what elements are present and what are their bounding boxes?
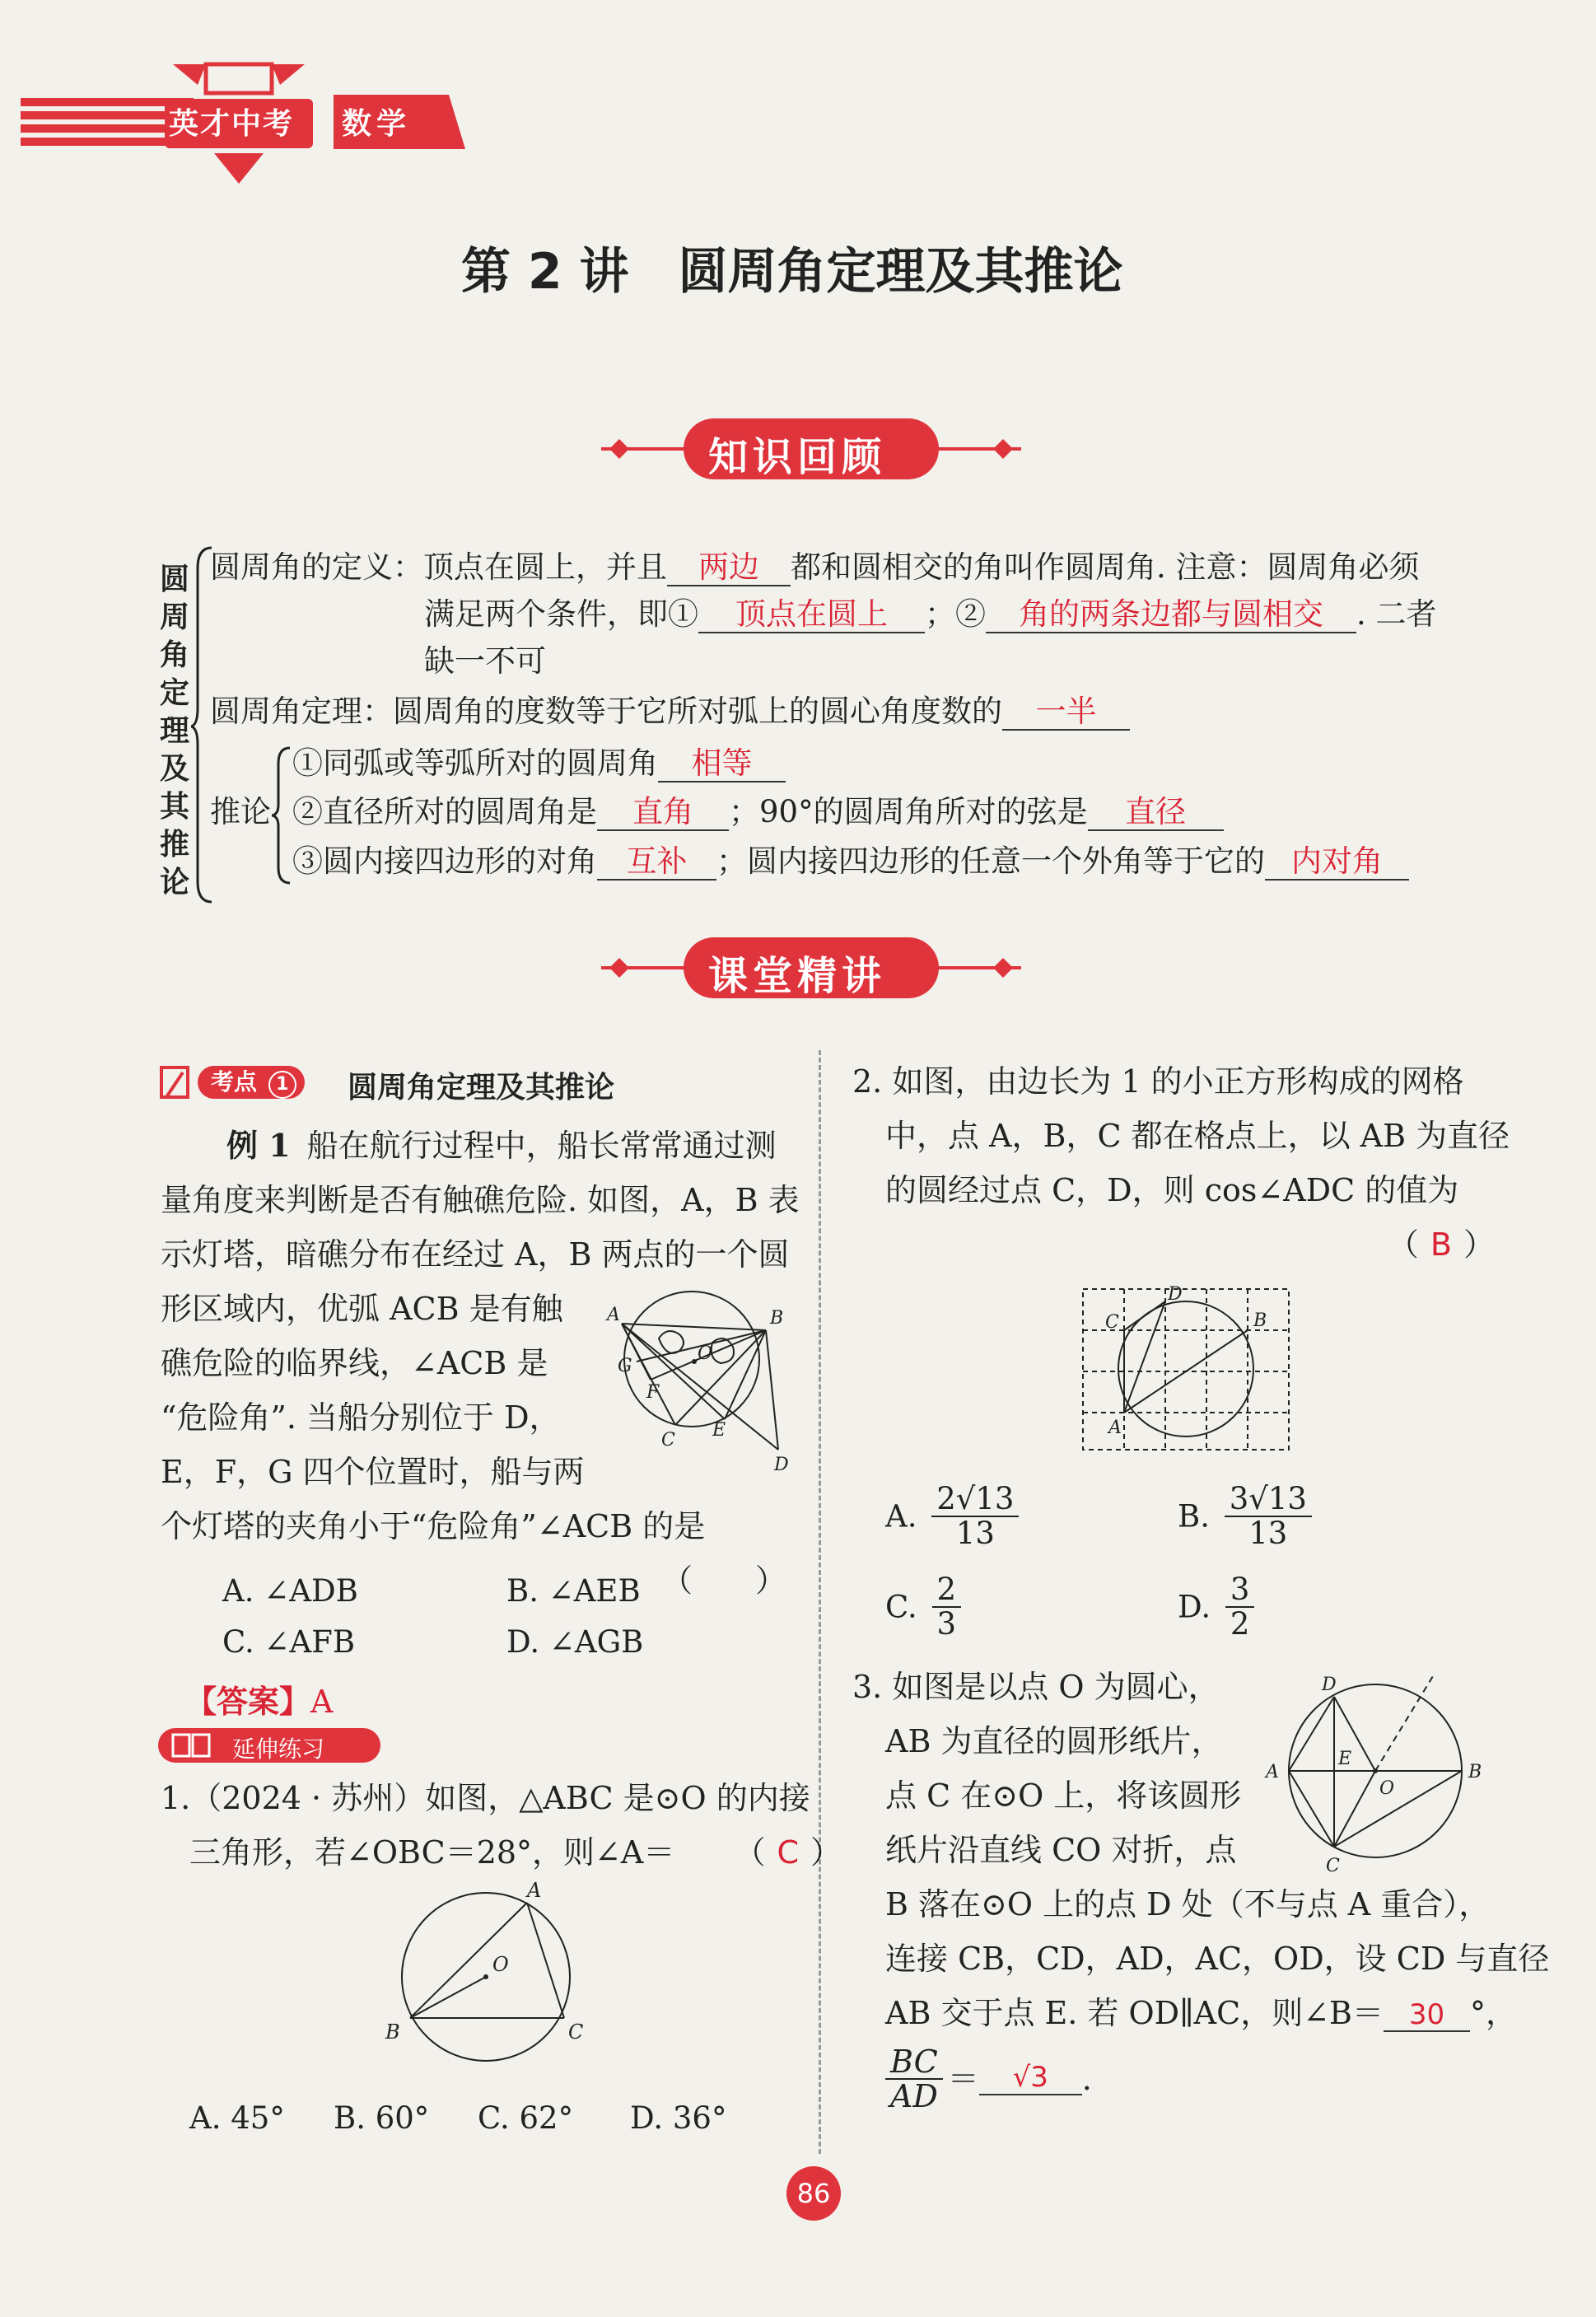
theorem-line [210, 692, 1130, 731]
option-letter: D. [1178, 1589, 1211, 1625]
option-letter: C. [885, 1589, 917, 1625]
example-paren: （ ） [660, 1563, 786, 1599]
section-title-lecture: 课堂精讲 [708, 953, 887, 999]
kaodian-icon [158, 1064, 191, 1100]
q2-line: 的圆经过点 C，D，则 cos∠ADC 的值为 [885, 1172, 1459, 1208]
blank-supplementary: 互补 [597, 845, 716, 881]
section-banner-review [593, 412, 1029, 486]
cond-suffix: . 二者 [1356, 596, 1437, 632]
q1-options [189, 2100, 782, 2142]
def-prefix: 圆周角的定义：顶点在圆上，并且 [210, 549, 667, 585]
option-a[interactable] [885, 1483, 1024, 1550]
def-mid: 都和圆相交的角叫作圆周角. 注意：圆周角必须 [791, 549, 1420, 585]
fig-label: A [527, 1882, 542, 1902]
example-label: 例 1 [226, 1127, 291, 1164]
frac-numerator: 2√13 [931, 1483, 1019, 1517]
corollary-3 [292, 842, 1409, 881]
c2-mid: ；90°的圆周角所对的弦是 [729, 794, 1088, 829]
q2-answer: B [1430, 1226, 1452, 1263]
option-d[interactable]: D. ∠AGB [506, 1624, 644, 1660]
option-b[interactable] [1178, 1483, 1317, 1550]
label-char: 推 [159, 827, 189, 862]
option-fraction [931, 1483, 1019, 1550]
q3-figure [1256, 1672, 1495, 1878]
fig-label: E [712, 1420, 726, 1441]
q1-answer: C [777, 1834, 799, 1871]
header [0, 49, 494, 156]
book-icon [170, 1731, 216, 1759]
blank-half: 一半 [1002, 695, 1130, 731]
example-line: 量角度来判断是否有触礁危险. 如图，A，B 表 [161, 1182, 800, 1218]
fig-label: A [607, 1305, 620, 1325]
q3-line: 纸片沿直线 CO 对折，点 [885, 1832, 1237, 1868]
kaodian-tag [198, 1066, 305, 1099]
option-fraction [932, 1573, 962, 1641]
frac-denominator: 13 [1248, 1516, 1288, 1551]
q2-figure [1079, 1285, 1293, 1454]
label-char: 及 [159, 751, 189, 786]
frac-denominator: AD [889, 2078, 938, 2114]
question-1: 1.（2024 · 苏州）如图，△ABC 是⊙O 的内接 三角形，若∠OBC＝28°，则∠A＝ （ C ） [161, 1771, 803, 1880]
label-char: 周 [159, 600, 189, 634]
fig-label: B [385, 2020, 400, 2044]
example-line: 礁危险的临界线，∠ACB 是 [161, 1345, 548, 1381]
blank-diameter: 直径 [1088, 796, 1224, 831]
blank-equal: 相等 [658, 747, 786, 782]
frac-numerator: BC [885, 2045, 943, 2080]
fig-label: O [492, 1953, 509, 1976]
answer-line [185, 1676, 333, 1721]
example-figure [597, 1273, 803, 1478]
example-line: 个灯塔的夹角小于“危险角”∠ACB 的是 [161, 1508, 706, 1544]
option-b[interactable]: B. ∠AEB [506, 1573, 641, 1609]
question-3: 3. 如图是以点 O 为圆心， AB 为直径的圆形纸片， 点 C 在⊙O 上，将该圆形 纸片沿直线 CO 对折，点 B 落在⊙O 上的点 D 处（不与点 A 重合）， 连接 CB，CD，AD，AC，OD，设 CD 与直径 AB 交于点 E. 若 OD∥AC，则∠B＝ 30 °， $\frac{BC}{AD}$ ＝ √3 . [852, 1660, 1503, 2113]
frac-numerator: 2 [932, 1573, 962, 1608]
option-c[interactable] [885, 1573, 966, 1641]
fig-label: B [1253, 1310, 1267, 1331]
page-number-text: 86 [796, 2178, 831, 2209]
label-char: 圆 [159, 562, 189, 596]
fig-label: E [1338, 1749, 1352, 1769]
option-letter: A. [885, 1498, 917, 1535]
knowledge-vertical-label [155, 560, 194, 901]
corollary-2 [292, 792, 1224, 832]
q3-line7-prefix: AB 交于点 E. 若 OD∥AC，则∠B＝ [885, 1995, 1384, 2031]
blank-condition-1: 顶点在圆上 [698, 598, 925, 633]
fig-label: F [646, 1382, 660, 1403]
page-title: 第 2 讲 圆周角定理及其推论 [461, 243, 1123, 301]
q1-figure [379, 1882, 593, 2072]
frac-denominator: 2 [1230, 1606, 1250, 1642]
section-title-review: 知识回顾 [708, 434, 887, 480]
fig-label: A [1108, 1418, 1122, 1438]
label-char: 论 [159, 865, 189, 899]
definition-line3: 缺一不可 [424, 643, 546, 679]
fig-label: C [1105, 1312, 1119, 1333]
frac-denominator: 13 [955, 1516, 995, 1551]
option-b[interactable]: B. 60° [334, 2100, 430, 2136]
blank-condition-2: 角的两条边都与圆相交 [986, 598, 1356, 633]
q3-line: 点 C 在⊙O 上，将该圆形 [885, 1777, 1242, 1814]
option-a[interactable]: A. ∠ADB [222, 1573, 358, 1609]
frac-numerator: 3 [1225, 1573, 1255, 1608]
option-fraction [1225, 1483, 1312, 1550]
example-line: 形区域内，优弧 ACB 是有触 [161, 1291, 563, 1327]
option-fraction [1225, 1573, 1255, 1641]
q3-line7-suffix: °， [1469, 1995, 1517, 2031]
c2-prefix: ②直径所对的圆周角是 [292, 794, 597, 829]
q3-line: 3. 如图是以点 O 为圆心， [852, 1669, 1220, 1705]
example-line: 示灯塔，暗礁分布在经过 A，B 两点的一个圆 [161, 1236, 790, 1273]
fig-label: C [568, 2020, 584, 2044]
definition-line1 [210, 548, 1420, 587]
q3-line: AB 为直径的圆形纸片， [885, 1723, 1223, 1759]
fig-label: O [1379, 1778, 1395, 1799]
answer-value: A [310, 1684, 334, 1720]
page-number [786, 2166, 841, 2221]
q1-line2: 三角形，若∠OBC＝28°，则∠A＝ [189, 1834, 675, 1871]
frac-denominator: 3 [936, 1606, 957, 1642]
q3-ratio-fraction [885, 2045, 943, 2113]
corollary-label: 推论 [210, 794, 271, 829]
answer-label: 【答案】 [185, 1684, 311, 1720]
example-options [222, 1573, 684, 1675]
small-brace-icon [272, 745, 293, 885]
label-char: 理 [159, 713, 189, 748]
c3-prefix: ③圆内接四边形的对角 [292, 843, 597, 879]
fig-label: G [618, 1356, 632, 1376]
fig-label: D [1322, 1675, 1337, 1695]
frac-numerator: 3√13 [1225, 1483, 1312, 1517]
fig-label: B [1468, 1762, 1482, 1782]
fig-label: D [774, 1455, 789, 1475]
fig-label: D [1168, 1285, 1183, 1305]
q3-line: B 落在⊙O 上的点 D 处（不与点 A 重合）， [885, 1886, 1491, 1922]
blank-right-angle: 直角 [597, 796, 729, 831]
option-c[interactable]: C. ∠AFB [222, 1624, 356, 1660]
option-letter: B. [1178, 1498, 1210, 1535]
q2-line: 2. 如图，由边长为 1 的小正方形构成的网格 [852, 1063, 1464, 1100]
label-char: 角 [159, 638, 189, 672]
q3-answer-ratio: √3 [979, 2062, 1082, 2095]
def-line2-prefix: 满足两个条件，即① [424, 596, 698, 632]
practice-label: 延伸练习 [232, 1735, 325, 1763]
option-a[interactable]: A. 45° [189, 2100, 285, 2136]
fig-label: C [1326, 1856, 1340, 1876]
brand-name: 英才中考 [169, 107, 295, 141]
kaodian-title: 圆周角定理及其推论 [348, 1071, 615, 1105]
c1-prefix: ①同弧或等弧所对的圆周角 [292, 745, 658, 781]
corollary-1 [292, 744, 786, 783]
q2-options [885, 1483, 1462, 1664]
question-2: 2. 如图，由边长为 1 的小正方形构成的网格 中，点 A，B，C 都在格点上，以 AB 为直径 的圆经过点 C，D，则 cos∠ADC 的值为 （ B ） [852, 1054, 1495, 1272]
cond-sep: ；② [925, 596, 986, 632]
fig-label: C [661, 1430, 675, 1450]
c3-mid: ；圆内接四边形的任意一个外角等于它的 [716, 843, 1265, 879]
blank-interior-opposite: 内对角 [1265, 845, 1409, 881]
option-d[interactable]: D. 36° [630, 2100, 727, 2136]
column-divider [819, 1050, 821, 2154]
q2-line: 中，点 A，B，C 都在格点上，以 AB 为直径 [885, 1118, 1510, 1154]
example-line: “危险角”. 当船分别位于 D， [161, 1399, 561, 1436]
fig-label: O [698, 1343, 713, 1364]
subject-label: 数学 [342, 107, 412, 141]
theorem-prefix: 圆周角定理：圆周角的度数等于它所对弧上的圆心角度数的 [210, 694, 1002, 729]
definition-line2 [424, 595, 1437, 634]
option-d[interactable] [1178, 1573, 1259, 1641]
q3-line: 连接 CB，CD，AD，AC，OD，设 CD 与直径 [885, 1941, 1550, 1977]
q1-line1: 1.（2024 · 苏州）如图，△ABC 是⊙O 的内接 [161, 1780, 810, 1816]
q3-answer-angle: 30 [1384, 2000, 1470, 2032]
fig-label: B [770, 1308, 784, 1329]
kaodian-number: 1 [268, 1071, 296, 1099]
label-char: 定 [159, 675, 189, 710]
option-c[interactable]: C. 62° [478, 2100, 574, 2136]
label-char: 其 [159, 789, 189, 824]
fig-label: A [1266, 1762, 1279, 1782]
kaodian-tag-label: 考点 [211, 1068, 258, 1095]
blank-two-sides: 两边 [667, 551, 791, 586]
example-line: 船在航行过程中，船长常常通过测 [306, 1128, 777, 1164]
example-line: E，F，G 四个位置时，船与两 [161, 1454, 585, 1490]
section-banner-lecture [593, 931, 1029, 1005]
